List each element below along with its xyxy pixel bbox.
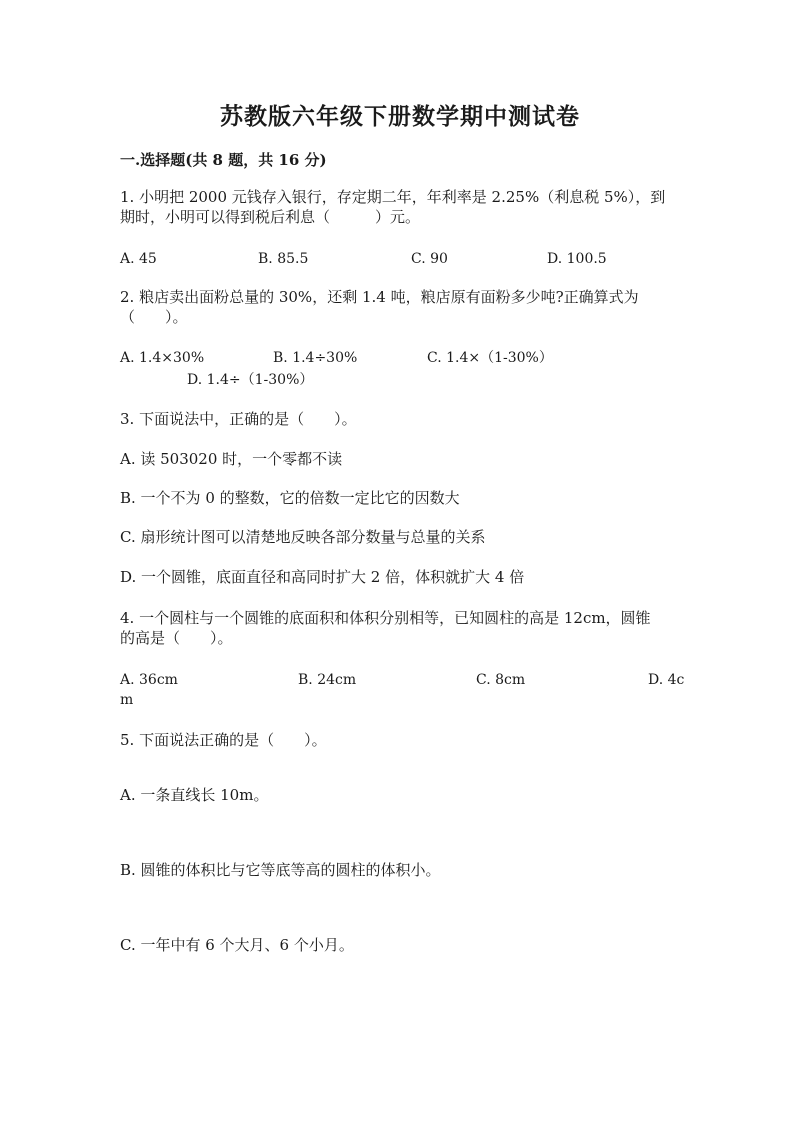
- question-1-option-a: A. 45: [120, 251, 157, 267]
- question-4-option-a: A. 36cm: [120, 672, 178, 688]
- question-1-line-2: 期时，小明可以得到税后利息（ ）元。: [120, 208, 421, 226]
- question-3-option-b: B. 一个不为 0 的整数，它的倍数一定比它的因数大: [120, 489, 460, 507]
- question-1-option-c: C. 90: [411, 251, 448, 267]
- question-2-option-b: B. 1.4÷30%: [273, 350, 358, 366]
- question-3-option-a: A. 读 503020 时，一个零都不读: [120, 450, 343, 468]
- question-2-line-1: 2. 粮店卖出面粉总量的 30%，还剩 1.4 吨，粮店原有面粉多少吨?正确算式为: [120, 288, 639, 306]
- question-4-line-2: 的高是（ ）。: [120, 629, 233, 647]
- question-5-option-b: B. 圆锥的体积比与它等底等高的圆柱的体积小。: [120, 861, 441, 879]
- question-1-option-b: B. 85.5: [258, 251, 309, 267]
- question-2-option-a: A. 1.4×30%: [120, 350, 205, 366]
- question-5-option-a: A. 一条直线长 10m。: [120, 786, 269, 804]
- question-1-option-d: D. 100.5: [547, 251, 607, 267]
- question-3-line-1: 3. 下面说法中，正确的是（ ）。: [120, 410, 357, 428]
- question-4-option-b: B. 24cm: [298, 672, 357, 688]
- question-5-line-1: 5. 下面说法正确的是（ ）。: [120, 731, 327, 749]
- question-4-option-c: C. 8cm: [476, 672, 526, 688]
- question-3-option-c: C. 扇形统计图可以清楚地反映各部分数量与总量的关系: [120, 528, 486, 546]
- question-2-line-2: （ ）。: [120, 308, 188, 326]
- question-4-option-d: D. 4c: [648, 672, 685, 688]
- question-1-line-1: 1. 小明把 2000 元钱存入银行，存定期二年，年利率是 2.25%（利息税 5%），到: [120, 188, 666, 206]
- question-5-option-c: C. 一年中有 6 个大月、6 个小月。: [120, 936, 354, 954]
- question-2-option-c: C. 1.4×（1-30%）: [427, 350, 553, 366]
- section-heading: 一.选择题(共 8 题，共 16 分): [120, 151, 327, 169]
- question-4-line-1: 4. 一个圆柱与一个圆锥的底面积和体积分别相等，已知圆柱的高是 12cm，圆锥: [120, 609, 651, 627]
- question-2-option-d: D. 1.4÷（1-30%）: [187, 372, 314, 388]
- question-4-option-d-wrap: m: [120, 692, 134, 708]
- question-3-option-d: D. 一个圆锥，底面直径和高同时扩大 2 倍，体积就扩大 4 倍: [120, 568, 525, 586]
- page-title: 苏教版六年级下册数学期中测试卷: [220, 103, 580, 130]
